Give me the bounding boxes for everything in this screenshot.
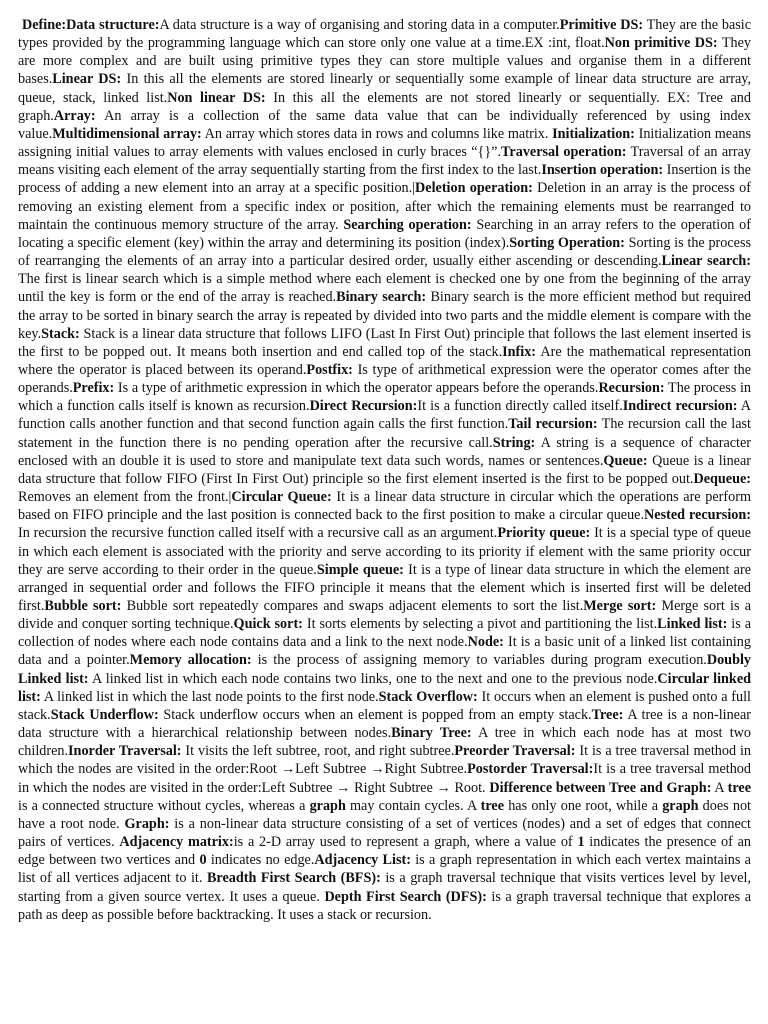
definition-text: indicates no edge. bbox=[206, 852, 315, 869]
term-label: tree bbox=[480, 797, 505, 814]
definition-text: They are the basic types provided by the programming language which can store only one value at a time.EX :int, float. bbox=[18, 17, 751, 52]
definition-text: Are the mathematical representation where the operator is placed between its operand. bbox=[18, 343, 752, 378]
definition-text: In this all the elements are stored linearly or sequentially some example of linear data structure are array, queue, stack, linked list. bbox=[18, 71, 751, 106]
definition-text: Insertion is the process of adding a new element into an array at a specific position.| bbox=[18, 162, 751, 197]
term-label: Postorder Traversal: bbox=[467, 761, 594, 778]
term-label: 0 bbox=[199, 852, 207, 869]
definition-text: Stack underflow occurs when an element is popped from an empty stack. bbox=[158, 706, 592, 723]
term-label: Insertion operation: bbox=[541, 162, 664, 179]
definition-text: It is a function directly called itself. bbox=[417, 398, 623, 415]
term-label: Recursion: bbox=[598, 380, 665, 397]
term-label: Simple queue: bbox=[316, 561, 404, 578]
term-label: graph bbox=[662, 797, 699, 814]
definition-text: Deletion in an array is the process of removing an existing element from a specific index or position, after which the remaining elements must be rearranged to maintain the continuous memory structure of the array. bbox=[18, 180, 751, 233]
definition-text: The recursion call the last statement in the function there is no pending operation after the recursive call. bbox=[18, 416, 751, 451]
term-label: Circular linked list: bbox=[18, 670, 752, 705]
definition-text: does not have a root node. bbox=[18, 797, 751, 832]
definition-text: is a graph traversal technique that explores a path as deep as possible before backtracking. It uses a stack or recursion. bbox=[18, 888, 752, 923]
definition-text: Is type of arithmetical expression were the operator comes after the operands. bbox=[18, 361, 751, 397]
definition-text: Bubble sort repeatedly compares and swaps adjacent elements to sort the list. bbox=[121, 598, 584, 614]
term-label: Multidimensional array: bbox=[52, 125, 202, 142]
definition-text: It sorts elements by selecting a pivot and partitioning the list. bbox=[302, 616, 658, 633]
term-label: Postfix: bbox=[306, 361, 353, 378]
definition-text: Traversal of an array means visiting each element of the array sequentially starting from the first index to the last. bbox=[18, 144, 752, 179]
term-label: Infix: bbox=[502, 343, 537, 360]
definition-text: It is a type of linear data structure in which the element are arranged in sequential order and follows the FIFO principle it means that the element which is inserted first will be deleted first. bbox=[18, 561, 751, 614]
term-label: Linear DS: bbox=[52, 71, 122, 88]
definition-text: It is a special type of queue in which each element is associated with the priority and serve according to its priority if element with the same priority occur they are serve according to their order in the queue. bbox=[18, 525, 752, 578]
definition-text: Queue is a linear data structure that follow FIFO (First In First Out) principle so the first element inserted is the first to be popped out. bbox=[18, 452, 751, 487]
term-label: Dequeue: bbox=[693, 470, 751, 487]
term-label: Bubble sort: bbox=[44, 598, 122, 614]
term-label: Sorting Operation: bbox=[509, 234, 625, 251]
term-label: Stack Underflow: bbox=[50, 706, 159, 723]
definition-text: A linked list in which each node contains two links, one to the next and one to the previous node. bbox=[88, 670, 658, 687]
term-label: Searching operation: bbox=[343, 216, 472, 233]
definition-text: is a collection of nodes where each node contains data and a link to the next node. bbox=[18, 616, 751, 651]
definition-text: is a non-linear data structure consisting of a set of vertices (nodes) and a set of edges that connect pairs of vertices. bbox=[18, 815, 752, 851]
term-label: Deletion operation: bbox=[415, 180, 533, 197]
term-label: 1 bbox=[577, 834, 585, 851]
term-label: Preorder Traversal: bbox=[454, 743, 576, 760]
term-label: Quick sort: bbox=[233, 616, 303, 633]
term-label: Traversal operation: bbox=[501, 144, 627, 161]
definition-text: It is a tree traversal method in which the nodes are visited in the order:Root →Left Subtree →Right Subtree. bbox=[18, 743, 751, 778]
term-label: Linear search: bbox=[661, 253, 751, 270]
term-label: Linked list: bbox=[657, 616, 728, 633]
term-label: Define:Data structure: bbox=[22, 17, 160, 33]
definition-text: Sorting is the process of rearranging the elements of an array into a particular desired order, usually either ascending or descending. bbox=[18, 234, 752, 270]
term-label: Inorder Traversal: bbox=[68, 743, 182, 760]
definition-text: Merge sort is a divide and conquer sorting technique. bbox=[18, 598, 752, 633]
definition-text: indicates the presence of an edge between two vertices and bbox=[18, 834, 752, 869]
term-label: Circular Queue: bbox=[231, 489, 332, 506]
definition-text: is a connected structure without cycles, whereas a bbox=[18, 797, 310, 814]
definition-text: It occurs when an element is pushed onto a full stack. bbox=[18, 688, 751, 723]
definition-text: may contain cycles. A bbox=[345, 797, 481, 814]
term-label: Adjacency List: bbox=[314, 852, 411, 869]
definition-text: is a 2-D array used to represent a graph, where a value of bbox=[233, 834, 578, 851]
definition-text: is a graph representation in which each vertex maintains a list of all vertices adjacent to it. bbox=[18, 852, 751, 887]
definition-text: A function calls another function and that second function again calls the first function. bbox=[18, 398, 752, 433]
definition-text: It is a basic unit of a linked list containing data and a pointer. bbox=[18, 634, 751, 669]
definition-text: Binary search is the more efficient method but required the array to be sorted in binary search the array is repeated by divided into two parts and the middle element is compare with the key. bbox=[18, 289, 751, 342]
term-label: Tail recursion: bbox=[508, 416, 598, 433]
term-label: Adjacency matrix: bbox=[119, 834, 234, 851]
definition-text: It is a tree traversal method in which the nodes are visited in the order:Left Subtree → Right Subtree → Root. bbox=[18, 761, 751, 796]
term-label: Primitive DS: bbox=[559, 17, 644, 33]
term-label: Non primitive DS: bbox=[604, 35, 718, 52]
definition-text: Initialization means assigning initial values to array elements with values enclosed in curly braces “{}”. bbox=[18, 125, 752, 161]
term-label: Priority queue: bbox=[497, 525, 591, 542]
term-label: Indirect recursion: bbox=[622, 398, 738, 415]
definition-text: Is a type of arithmetic expression in which the operator appears before the operands. bbox=[114, 380, 599, 397]
definition-text: It visits the left subtree, root, and right subtree. bbox=[181, 743, 455, 760]
definition-text: An array which stores data in rows and columns like matrix. bbox=[201, 125, 553, 142]
term-label: Initialization: bbox=[552, 125, 635, 142]
definition-text: In recursion the recursive function called itself with a recursive call as an argument. bbox=[18, 525, 498, 542]
definition-text: A data structure is a way of organising and storing data in a computer. bbox=[159, 17, 560, 33]
term-label: Nested recursion: bbox=[644, 507, 751, 524]
definition-text: is a graph traversal technique that visits vertices level by level, starting from a given source vertex. It uses a queue. bbox=[18, 870, 752, 905]
term-label: Binary Tree: bbox=[391, 725, 472, 742]
definition-text: is the process of assigning memory to variables during program execution. bbox=[251, 652, 707, 669]
term-label: Doubly Linked list: bbox=[18, 652, 751, 687]
term-label: Merge sort: bbox=[583, 598, 657, 614]
definition-text: has only one root, while a bbox=[504, 797, 663, 814]
term-label: tree bbox=[727, 779, 752, 796]
definition-text: A linked list in which the last node points to the first node. bbox=[40, 688, 379, 705]
term-label: Direct Recursion: bbox=[309, 398, 418, 415]
definition-text: In this all the elements are not stored linearly or sequentially. EX: Tree and graph. bbox=[18, 89, 751, 124]
term-label: Difference between Tree and Graph: bbox=[489, 779, 712, 796]
definition-text: A tree in which each node has at most two children. bbox=[18, 725, 751, 760]
definition-text: The first is linear search which is a simple method where each element is checked one by one from the beginning of the array until the key is form or the end of the array is reached. bbox=[18, 271, 751, 306]
term-label: Array: bbox=[53, 107, 96, 124]
term-label: Stack Overflow: bbox=[378, 688, 478, 705]
definition-text: A string is a sequence of character enclosed with an double it is used to store and manipulate text data such words, names or sentences. bbox=[18, 434, 751, 469]
definition-text: The process in which a function calls itself is known as recursion. bbox=[18, 380, 752, 415]
term-label: graph bbox=[309, 797, 346, 814]
term-label: Binary search: bbox=[336, 289, 427, 306]
definition-text: Stack is a linear data structure that follows LIFO (Last In First Out) principle that follows the last element inserted is the first to be popped out. It means both insertion and end called top of the stack. bbox=[18, 325, 751, 360]
definition-text: An array is a collection of the same data value that can be individually referenced by using index value. bbox=[18, 107, 751, 142]
definition-text: It is a linear data structure in circular which the operations are perform based on FIFO principle and the last position is connected back to the first position to make a circular queue. bbox=[18, 489, 751, 524]
term-label: Depth First Search (DFS): bbox=[324, 888, 487, 905]
definition-text: Searching in an array refers to the operation of locating a specific element (key) within the array and determining its position (index). bbox=[18, 216, 751, 251]
term-label: Queue: bbox=[603, 452, 648, 469]
term-label: Memory allocation: bbox=[129, 652, 252, 669]
term-label: Node: bbox=[467, 634, 504, 651]
term-label: String: bbox=[492, 434, 536, 451]
term-label: Non linear DS: bbox=[167, 89, 266, 106]
definition-text: A tree is a non-linear data structure with a hierarchical relationship between nodes. bbox=[18, 706, 751, 742]
term-label: Prefix: bbox=[72, 380, 115, 397]
definition-text: Removes an element from the front.| bbox=[18, 489, 232, 506]
term-label: Stack: bbox=[41, 325, 80, 342]
term-label: Breadth First Search (BFS): bbox=[206, 870, 381, 887]
definition-text: A bbox=[711, 779, 728, 796]
definition-text: They are more complex and are built using primitive types they can store multiple values and organise them in a different bases. bbox=[18, 35, 751, 88]
term-label: Tree: bbox=[591, 706, 624, 723]
term-label: Graph: bbox=[124, 815, 170, 832]
notes-paragraph bbox=[18, 16, 751, 924]
